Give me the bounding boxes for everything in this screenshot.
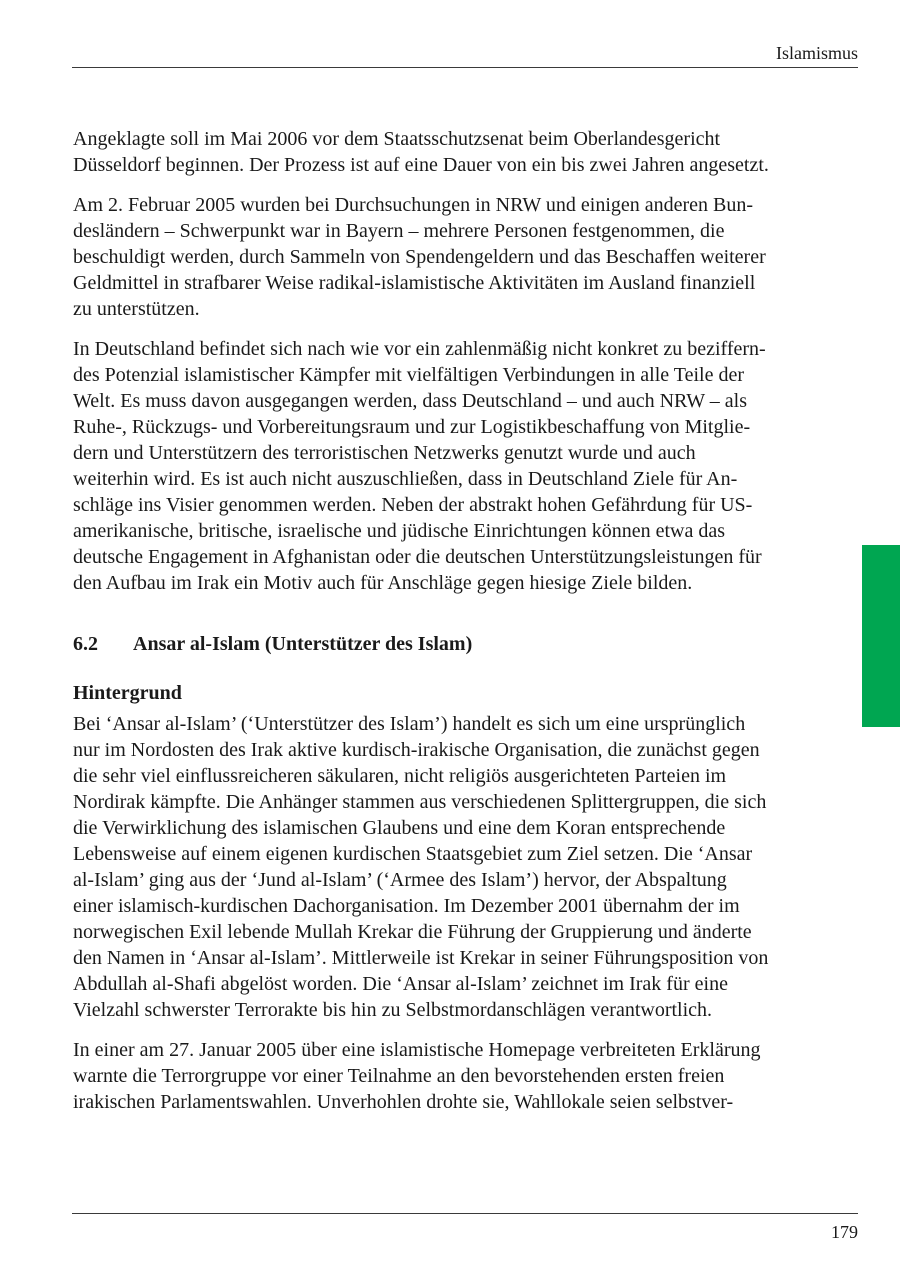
footer-rule (72, 1213, 858, 1214)
section-title: Ansar al-Islam (Unterstützer des Islam) (133, 633, 473, 655)
header-rule (72, 67, 858, 68)
paragraph-election-warning: In einer am 27. Januar 2005 über eine islamistische Homepage verbreiteten Erklärung warnte die Terrorgruppe vor einer Teilnahme an den bevorstehenden ersten freien irakischen Parlamentswahlen. Unverhohlen drohte sie, Wahllokale seien selbstver- (73, 1039, 761, 1113)
running-header: Islamismus (775, 43, 858, 63)
paragraph-searches-2005: Am 2. Februar 2005 wurden bei Durchsuchungen in NRW und einigen anderen Bun- desländern – Schwerpunkt war in Bayern – mehrere Personen festgenommen, die beschuldigt werden, durch Sammeln von Spendengeldern und das Beschaffen weiterer Geldmittel in strafbarer Weise radikal-islamistische Aktivitäten im Ausland finanziell zu unterstützen. (73, 194, 766, 320)
section-heading (73, 631, 813, 657)
page-number: 179 (831, 1222, 858, 1242)
chapter-tab-marker (862, 545, 900, 727)
paragraph-ansar-background: Bei ‘Ansar al-Islam’ (‘Unterstützer des Islam’) handelt es sich um eine ursprünglich nur im Nordosten des Irak aktive kurdisch-irakische Organisation, die zunächst gegen die sehr viel einflussreicheren säkularen, nicht religiös ausgerichteten Parteien im Nordirak kämpfte. Die Anhänger stammen aus verschiedenen Splittergruppen, die sich die Verwirklichung des islamischen Glaubens und eine dem Koran entsprechende Lebensweise auf einem eigenen kurdischen Staatsgebiet zum Ziel setzen. Die ‘Ansar al-Islam’ ging aus der ‘Jund al-Islam’ (‘Armee des Islam’) hervor, der Abspaltung einer islamisch-kurdischen Dachorganisation. Im Dezember 2001 übernahm der im norwegischen Exil lebende Mullah Krekar die Führung der Gruppierung und änderte den Namen in ‘Ansar al-Islam’. Mittlerweile ist Krekar in seiner Führungsposition von Abdullah al-Shafi abgelöst worden. Die ‘Ansar al-Islam’ zeichnet im Irak für eine Vielzahl schwerster Terrorakte bis hin zu Selbstmordanschlägen verantwortlich. (73, 713, 769, 1021)
paragraph-threat-assessment: In Deutschland befindet sich nach wie vor ein zahlenmäßig nicht konkret zu beziffern- des Potenzial islamistischer Kämpfer mit vielfältigen Verbindungen in alle Teile der Welt. Es muss davon ausgegangen werden, dass Deutschland – und auch NRW – als Ruhe-, Rückzugs- und Vorbereitungsraum und zur Logistikbeschaffung von Mitglie- dern und Unterstützern des terroristischen Netzwerks genutzt wurde und auch weiterhin wird. Es ist auch nicht auszuschließen, dass in Deutschland Ziele für An- schläge ins Visier genommen werden. Neben der abstrakt hohen Gefährdung für US- amerikanische, britische, israelische und jüdische Einrichtungen können etwa das deutsche Engagement in Afghanistan oder die deutschen Unterstützungsleistungen für den Aufbau im Irak ein Motiv auch für Anschläge gegen hiesige Ziele bilden. (73, 338, 766, 594)
paragraph-trial-date: Angeklagte soll im Mai 2006 vor dem Staatsschutzsenat beim Oberlandesgericht Düsseldorf beginnen. Der Prozess ist auf eine Dauer von ein bis zwei Jahren angesetzt. (73, 128, 769, 176)
subheading-background: Hintergrund (73, 682, 182, 704)
page-body (73, 126, 813, 1115)
section-number: 6.2 (73, 633, 98, 655)
